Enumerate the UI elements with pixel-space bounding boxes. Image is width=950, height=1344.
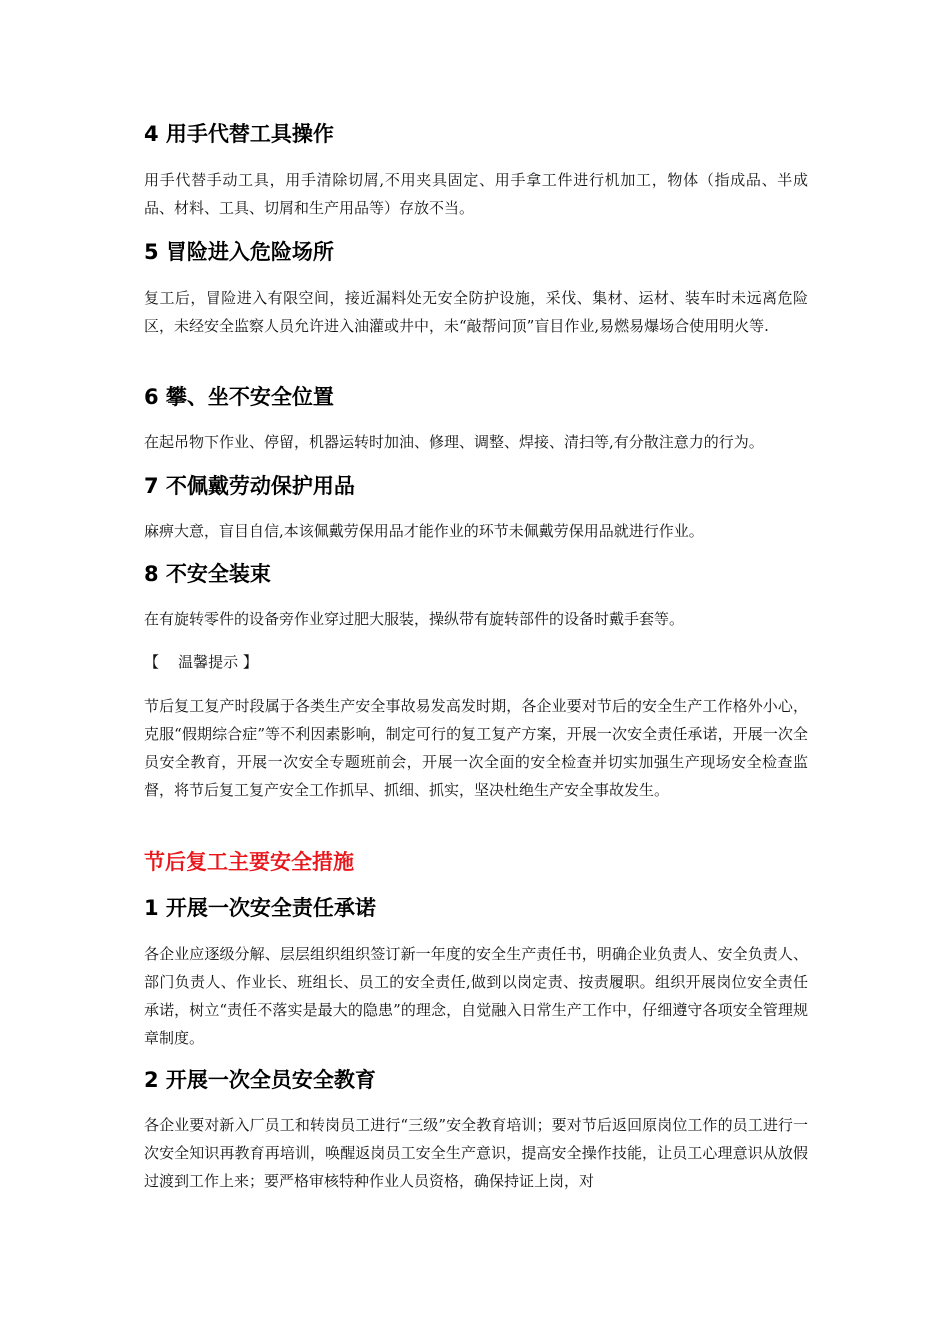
section-body-7: 麻痹大意，盲目自信,本该佩戴劳保用品才能作业的环节未佩戴劳保用品就进行作业。: [144, 522, 704, 540]
section-heading-7: 7 不佩戴劳动保护用品: [144, 474, 355, 498]
section-body-5: 复工后，冒险进入有限空间，接近漏料处无安全防护设施，采伐、集材、运材、装车时未远离危险区，未经安全监察人员允许进入油灌或井中，未“敲帮问顶”盲目作业,易燃易爆场合使用明火等.: [144, 289, 808, 335]
measure-body-2: 各企业要对新入厂员工和转岗员工进行“三级”安全教育培训；要对节后返回原岗位工作的员工进行一次安全知识再教育再培训，唤醒返岗员工安全生产意识，提高安全操作技能，让员工心理意识从放假过渡到工作上来；要严格审核特种作业人员资格，确保持证上岗，对: [144, 1116, 808, 1190]
measures-title: 节后复工主要安全措施: [144, 850, 354, 874]
section-body-4: 用手代替手动工具，用手清除切屑,不用夹具固定、用手拿工件进行机加工，物体（指成品、半成品、材料、工具、切屑和生产用品等）存放不当。: [144, 171, 808, 217]
measure-body-1: 各企业应逐级分解、层层组织组织签订新一年度的安全生产责任书，明确企业负责人、安全负责人、部门负责人、作业长、班组长、员工的安全责任,做到以岗定责、按责履职。组织开展岗位安全责任承诺，树立“责任不落实是最大的隐患”的理念，自觉融入日常生产工作中，仔细遵守各项安全管理规章制度。: [144, 945, 808, 1047]
section-heading-4: 4 用手代替工具操作: [144, 122, 334, 146]
measure-heading-1: 1 开展一次安全责任承诺: [144, 896, 376, 920]
measure-heading-2: 2 开展一次全员安全教育: [144, 1068, 376, 1092]
tip-label: 【 温馨提示 】: [144, 653, 258, 671]
tip-body: 节后复工复产时段属于各类生产安全事故易发高发时期，各企业要对节后的安全生产工作格外小心，克服“假期综合症”等不利因素影响，制定可行的复工复产方案，开展一次安全责任承诺，开展一次全员安全教育，开展一次安全专题班前会，开展一次全面的安全检查并切实加强生产现场安全检查监督，将节后复工复产安全工作抓早、抓细、抓实，坚决杜绝生产安全事故发生。: [144, 697, 808, 799]
section-body-8: 在有旋转零件的设备旁作业穿过肥大服装，操纵带有旋转部件的设备时戴手套等。: [144, 610, 685, 628]
section-heading-8: 8 不安全装束: [144, 562, 271, 586]
section-heading-5: 5 冒险进入危险场所: [144, 240, 334, 264]
section-heading-6: 6 攀、坐不安全位置: [144, 385, 334, 409]
section-body-6: 在起吊物下作业、停留，机器运转时加油、修理、调整、焊接、清扫等,有分散注意力的行为。: [144, 433, 764, 451]
